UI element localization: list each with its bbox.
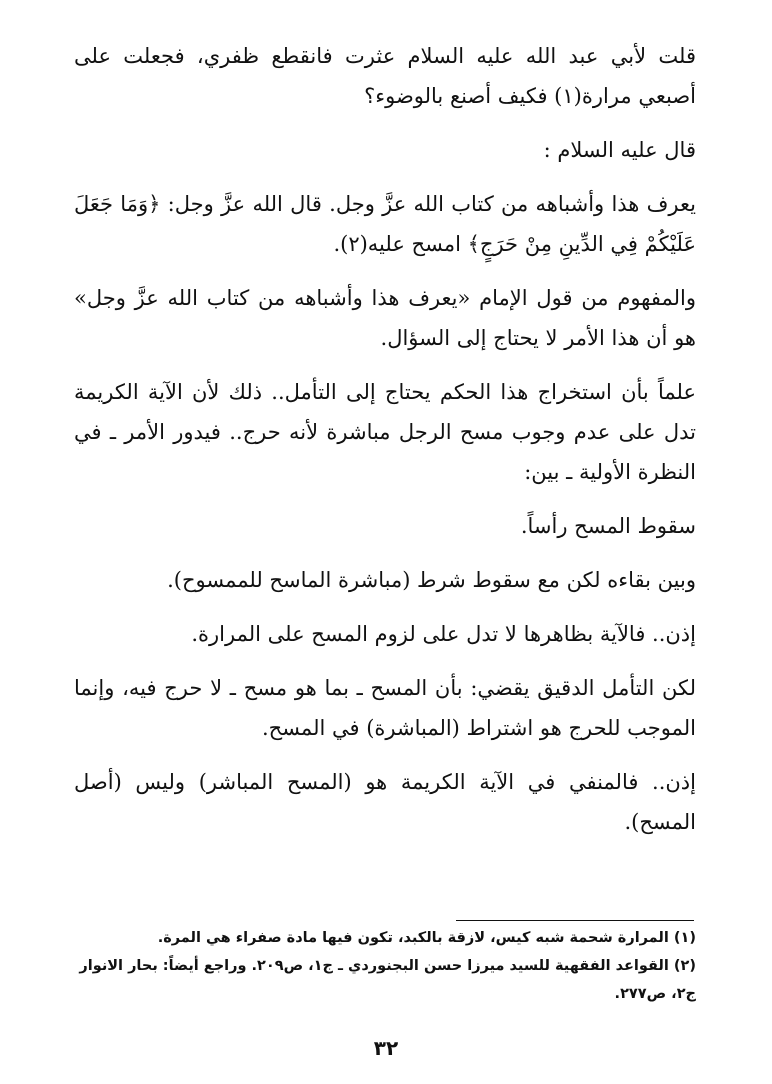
page-number: ٣٢	[373, 1036, 399, 1060]
paragraph-option-one: سقوط المسح رأساً.	[520, 514, 696, 538]
paragraph-conclusion-one: إذن.. فالآية بظاهرها لا تدل على لزوم المسح على المرارة.	[191, 622, 696, 646]
paragraph-understanding: والمفهوم من قول الإمام «يعرف هذا وأشباهه من كتاب الله عزَّ وجل» هو أن هذا الأمر لا يحتاج إلى السؤال.	[74, 286, 696, 350]
footnote-divider	[456, 920, 694, 921]
paragraph-conclusion-two: إذن.. فالمنفي في الآية الكريمة هو (المسح المباشر) وليس (أصل المسح).	[74, 770, 696, 834]
paragraph-careful-reflection: لكن التأمل الدقيق يقضي: بأن المسح ـ بما هو مسح ـ لا حرج فيه، وإنما الموجب للحرج هو اشتراط (المباشرة) في المسح.	[74, 676, 696, 740]
main-text	[74, 36, 696, 856]
paragraph-deduction: علماً بأن استخراج هذا الحكم يحتاج إلى التأمل.. ذلك لأن الآية الكريمة تدل على عدم وجوب مسح الرجل مباشرة لأنه حرج.. فيدور الأمر ـ في النظرة الأولية ـ بين:	[74, 380, 696, 484]
paragraph-option-two: وبين بقاءه لكن مع سقوط شرط (مباشرة الماسح للممسوح).	[167, 568, 696, 592]
footnote-2: (٢) القواعد الفقهية للسيد ميرزا حسن البجنوردي ـ ج١، ص٢٠٩. وراجع أيضاً: بحار الانوار ج٢، ص٢٧٧.	[79, 958, 696, 1002]
paragraph-quran-citation: يعرف هذا وأشباهه من كتاب الله عزَّ وجل. قال الله عزَّ وجل: ﴿وَمَا جَعَلَ عَلَيْكُمْ فِي الدِّينِ مِنْ حَرَجٍ﴾ امسح عليه(٢).	[74, 192, 696, 256]
paragraph-question: قلت لأبي عبد الله عليه السلام عثرت فانقطع ظفري، فجعلت على أصبعي مرارة(١) فكيف أصنع بالوضوء؟	[74, 44, 696, 108]
footnote-1: (١) المرارة شحمة شبه كيس، لازقة بالكبد، تكون فيها مادة صفراء هي المرة.	[157, 930, 696, 946]
footnotes	[74, 924, 696, 1008]
paragraph-imam-said: قال عليه السلام :	[543, 138, 696, 162]
